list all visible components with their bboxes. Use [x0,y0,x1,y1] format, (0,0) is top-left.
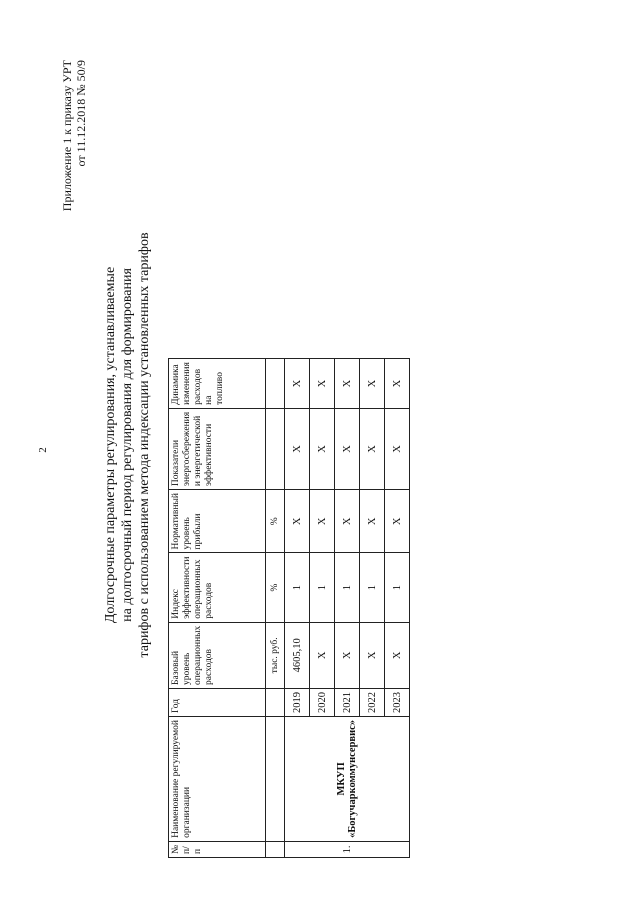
profit-cell: X [285,490,310,553]
unit-base: тыс. руб. [266,622,285,688]
unit-org [266,716,285,841]
organization-name: МКУП «Богучаркоммунсервис» [285,716,410,841]
table-row [285,359,310,858]
unit-num [266,841,285,857]
header-fuel: Динамика изменения расходов на топливо [169,359,266,409]
row-number: 1. [285,841,410,857]
parameters-table-wrapper [168,358,410,858]
title-line-3: тарифов с использованием метода индексации установленных тарифов [137,232,152,658]
profit-cell: X [310,490,335,553]
unit-energy [266,408,285,489]
document-title [102,205,153,685]
profit-cell: X [335,490,360,553]
profit-cell: X [385,490,410,553]
appendix-note [60,60,88,220]
base-cell: X [310,622,335,688]
title-line-1: Долгосрочные параметры регулирования, устанавливаемые [103,266,118,624]
header-row [169,359,266,858]
index-cell: 1 [385,553,410,622]
energy-cell: X [360,408,385,489]
year-cell: 2020 [310,688,335,716]
header-base: Базовый уровень операционных расходов [169,622,266,688]
base-cell: X [360,622,385,688]
header-profit: Нормативный уровень прибыли [169,490,266,553]
header-year: Год [169,688,266,716]
year-cell: 2021 [335,688,360,716]
header-index: Индекс эффективности операционных расходов [169,553,266,622]
base-cell: 4605,10 [285,622,310,688]
appendix-line-2: от 11.12.2018 № 50/9 [74,60,88,167]
unit-year [266,688,285,716]
unit-profit: % [266,490,285,553]
fuel-cell: X [285,359,310,409]
page-number: 2 [36,447,49,453]
index-cell: 1 [335,553,360,622]
base-cell: X [335,622,360,688]
header-num: № п/п [169,841,266,857]
energy-cell: X [285,408,310,489]
year-cell: 2019 [285,688,310,716]
year-cell: 2022 [360,688,385,716]
unit-row [266,359,285,858]
index-cell: 1 [285,553,310,622]
header-org: Наименование регулируемой организации [169,716,266,841]
index-cell: 1 [310,553,335,622]
unit-fuel [266,359,285,409]
fuel-cell: X [385,359,410,409]
energy-cell: X [385,408,410,489]
energy-cell: X [310,408,335,489]
fuel-cell: X [335,359,360,409]
parameters-table [168,358,410,858]
index-cell: 1 [360,553,385,622]
unit-index: % [266,553,285,622]
header-energy: Показатели энергосбережения и энергетической эффективности [169,408,266,489]
title-line-2: на долгосрочный период регулирования для формирования [120,268,135,622]
energy-cell: X [335,408,360,489]
profit-cell: X [360,490,385,553]
fuel-cell: X [310,359,335,409]
year-cell: 2023 [385,688,410,716]
fuel-cell: X [360,359,385,409]
appendix-line-1: Приложение 1 к приказу УРТ [60,60,74,212]
base-cell: X [385,622,410,688]
